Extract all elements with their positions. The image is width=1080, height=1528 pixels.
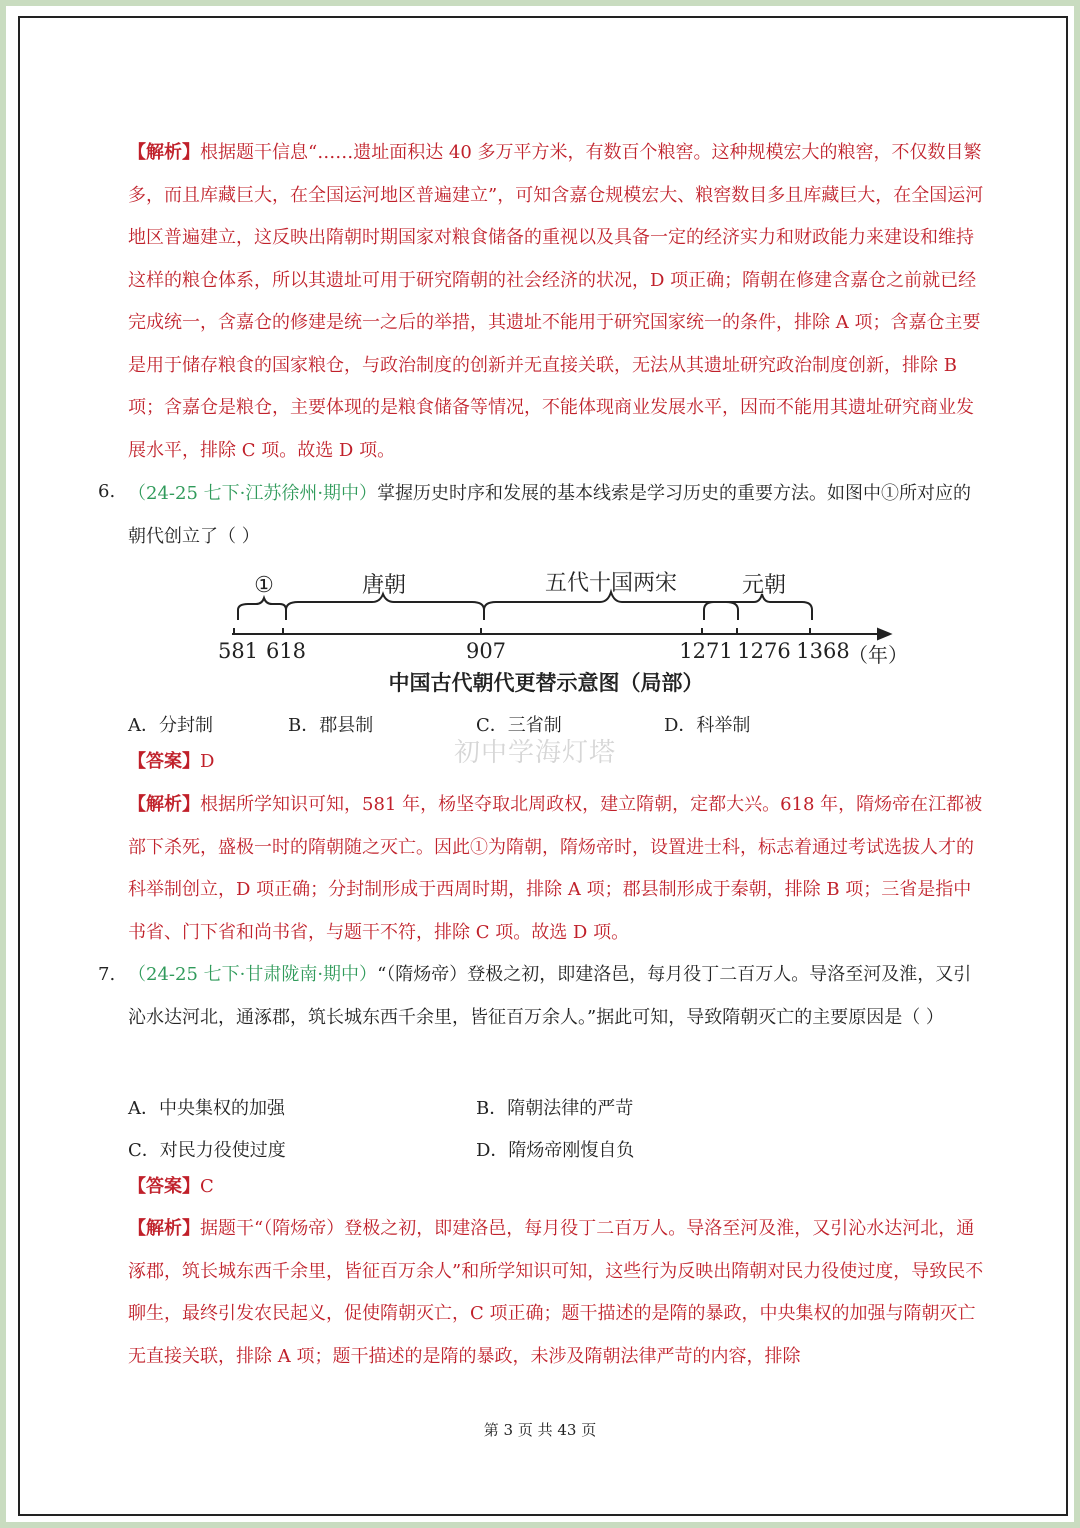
q6-option-d[interactable]: D．科举制 [664, 715, 751, 736]
tick-label-6: 1368 [796, 639, 850, 663]
figure-label-2: 唐朝 [361, 573, 407, 598]
tick-label-1: 581 [217, 639, 259, 663]
q7-option-b[interactable]: B．隋朝法律的严苛 [476, 1098, 634, 1119]
q6-number: 6. [98, 481, 116, 502]
figure-label-3: 五代十国两宋 [544, 571, 678, 596]
q6-answer [128, 741, 988, 784]
q7-source: （24-25 七下·甘肃陇南·期中） [128, 964, 378, 985]
q6-answer-label: 【答案】 [128, 751, 200, 772]
q7-analysis-label: 【解析】 [128, 1218, 200, 1239]
q6-analysis-label: 【解析】 [128, 794, 200, 815]
q7-option-d[interactable]: D．隋炀帝刚愎自负 [476, 1140, 635, 1161]
q7-answer [128, 1166, 988, 1209]
q6-answer-value: D [200, 751, 215, 772]
q6-stem [128, 473, 988, 558]
q5-analysis-text: 根据题干信息“……遗址面积达 40 多万平方米，有数百个粮窖。这种规模宏大的粮窖，不仅数目繁多，而且库藏巨大，在全国运河地区普遍建立”，可知含嘉仓规模宏大、粮窖数目多且库藏巨大，在全国运河地区普遍建立，这反映出隋朝时期国家对粮食储备的重视以及具备一定的经济实力和财政能力来建设和维持这样的粮仓体系，所以其遗址可用于研究隋朝的社会经济的状况，D 项正确；隋朝在修建含嘉仓之前就已经完成统一，含嘉仓的修建是统一之后的举措，其遗址不能用于研究国家统一的条件，排除 A 项；含嘉仓主要是用于储存粮食的国家粮仓，与政治制度的创新并无直接关联，无法从其遗址研究政治制度创新，排除 B 项；含嘉仓是粮仓，主要体现的是粮食储备等情况，不能体现商业发展水平，因而不能用其遗址研究商业发展水平，排除 C 项。故选 D 项。 [128, 142, 984, 461]
q7-number: 7. [98, 964, 116, 985]
tick-label-4: 1271 [679, 639, 733, 663]
document-page [6, 6, 1074, 1522]
q6-source: （24-25 七下·江苏徐州·期中） [128, 483, 378, 504]
tick-label-5: 1276 [737, 639, 791, 663]
tick-label-3: 907 [465, 639, 507, 663]
dynasty-timeline-figure [206, 562, 916, 702]
timeline-unit: （年） [848, 643, 908, 667]
q7-option-c[interactable]: C．对民力役使过度 [128, 1140, 286, 1161]
figure-caption: 中国古代朝代更替示意图（局部） [388, 670, 704, 695]
q6-analysis [128, 784, 988, 954]
figure-label-4: 元朝 [741, 573, 787, 598]
q7-analysis-text: 据题干“（隋炀帝）登极之初，即建洛邑，每月役丁二百万人。导洛至河及淮，又引沁水达河北，通涿郡，筑长城东西千余里，皆征百万余人”和所学知识可知，这些行为反映出隋朝对民力役使过度，导致民不聊生，最终引发农民起义，促使隋朝灭亡，C 项正确；题干描述的是隋的暴政，中央集权的加强与隋朝灭亡无直接关联，排除 A 项；题干描述的是隋的暴政，未涉及隋朝法律严苛的内容，排除 [128, 1218, 984, 1367]
q7-stem-text: “（隋炀帝）登极之初，即建洛邑，每月役丁二百万人。导洛至河及淮，又引沁水达河北，通涿郡，筑长城东西千余里，皆征百万余人。”据此可知，导致隋朝灭亡的主要原因是（ ） [128, 964, 972, 1028]
page-footer: 第 3 页 共 43 页 [483, 1421, 597, 1439]
q7-option-a[interactable]: A．中央集权的加强 [128, 1098, 285, 1119]
q6-option-b[interactable]: B．郡县制 [288, 715, 374, 736]
q7-stem [128, 954, 988, 1039]
brace-wudai-song [484, 592, 738, 620]
q7-answer-value: C [200, 1176, 214, 1197]
q7-analysis [128, 1208, 988, 1378]
q5-analysis-label: 【解析】 [128, 142, 200, 163]
tick-label-2: 618 [265, 639, 307, 663]
q6-analysis-text: 根据所学知识可知，581 年，杨坚夺取北周政权，建立隋朝，定都大兴。618 年，隋炀帝在江都被部下杀死，盛极一时的隋朝随之灭亡。因此①为隋朝，隋炀帝时，设置进士科，标志着通过考试选拔人才的科举制创立，D 项正确；分封制形成于西周时期，排除 A 项；郡县制形成于秦朝，排除 B 项；三省是指中书省、门下省和尚书省，与题干不符，排除 C 项。故选 D 项。 [128, 794, 983, 943]
timeline-arrow [878, 629, 890, 639]
q6-stem-text: 掌握历史时序和发展的基本线索是学习历史的重要方法。如图中①所对应的朝代创立了（ ） [128, 483, 972, 547]
q6-option-a[interactable]: A．分封制 [128, 715, 213, 736]
q5-analysis [128, 132, 988, 472]
brace-sui [238, 598, 286, 620]
figure-label-1: ① [254, 573, 274, 598]
q7-answer-label: 【答案】 [128, 1176, 200, 1197]
watermark: 初中学海灯塔 [454, 738, 617, 768]
q6-option-c[interactable]: C．三省制 [476, 715, 562, 736]
